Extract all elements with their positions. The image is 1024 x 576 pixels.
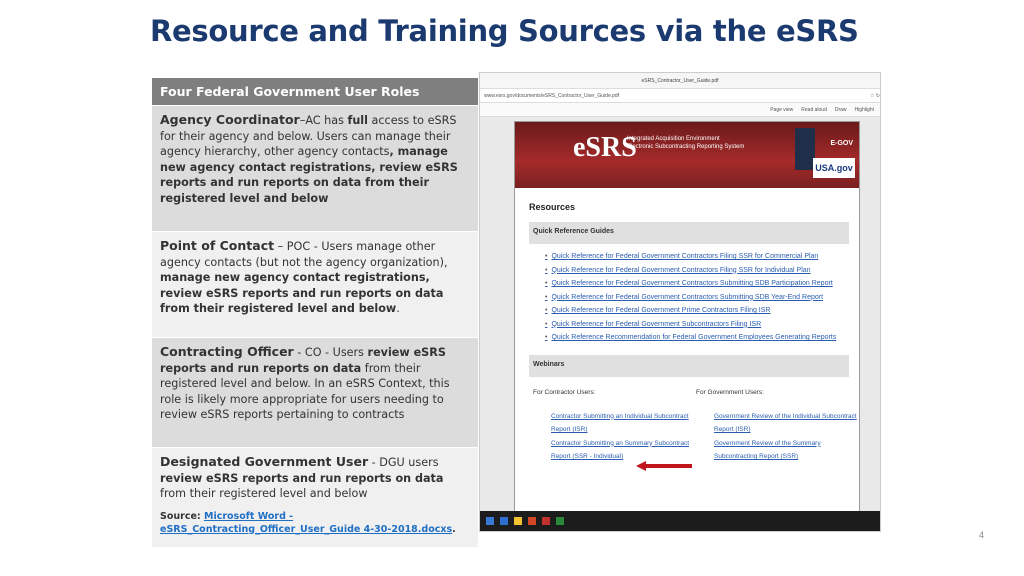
excel-icon[interactable] bbox=[556, 517, 564, 525]
list-item[interactable]: Contractor Submitting an Individual Subcontract Report (ISR) bbox=[551, 412, 689, 433]
role-text: –AC has bbox=[299, 114, 348, 127]
read-aloud-button[interactable]: Read aloud bbox=[801, 106, 827, 113]
list-item[interactable]: Contractor Submitting an Summary Subcontract Report (SSR - Individual) bbox=[551, 439, 690, 460]
list-item[interactable]: • Quick Reference for Federal Government Contractors Filing SSR for Individual Plan bbox=[545, 264, 859, 278]
quick-ref-list bbox=[545, 250, 859, 345]
government-column bbox=[696, 389, 859, 464]
address-bar[interactable] bbox=[480, 89, 880, 103]
role-text: access to eSRS for their agency and below. Users can manage their agency hierarchy, other agency contacts bbox=[160, 114, 457, 158]
star-icon[interactable]: ☆ ↻ bbox=[869, 93, 880, 99]
roles-table bbox=[152, 78, 478, 547]
seal-icon bbox=[795, 128, 815, 170]
edge-icon[interactable] bbox=[500, 517, 508, 525]
role-text-bold: manage new agency contact registrations, review eSRS reports and run reports on data from their registered level and below bbox=[160, 271, 444, 315]
windows-icon[interactable] bbox=[486, 517, 494, 525]
usagov-logo: USA.gov bbox=[813, 158, 855, 178]
government-links bbox=[714, 410, 859, 464]
source-label: Source: bbox=[160, 510, 204, 522]
list-item[interactable]: Government Review of the Summary Subcontracting Report (SSR) bbox=[714, 439, 821, 460]
roles-header: Four Federal Government User Roles bbox=[152, 78, 478, 105]
taskbar bbox=[480, 511, 880, 531]
role-point-of-contact bbox=[152, 231, 478, 337]
page-view-button[interactable]: Page view bbox=[770, 106, 794, 113]
role-text: from their registered level and below bbox=[160, 487, 368, 500]
role-text: . bbox=[396, 302, 400, 315]
resources-title: Resources bbox=[529, 202, 576, 212]
role-agency-coordinator bbox=[152, 105, 478, 231]
banner-tagline: Integrated Acquisition Environment bbox=[627, 136, 720, 142]
role-contracting-officer bbox=[152, 337, 478, 447]
role-text: from their registered level and below. In an eSRS Context, this role is likely more appropriate for users needing to review eSRS reports pertaining to contracts bbox=[160, 361, 450, 421]
red-arrow-icon bbox=[636, 461, 692, 471]
webinars-header: Webinars bbox=[529, 355, 849, 377]
role-text: - DGU users bbox=[368, 456, 439, 469]
slide-title: Resource and Training Sources via the eSRS bbox=[150, 14, 859, 48]
list-item[interactable]: • Quick Reference for Federal Government Contractors Submitting SDB Participation Report bbox=[545, 277, 859, 291]
role-designated-government-user bbox=[152, 447, 478, 547]
role-text: - CO - Users bbox=[293, 346, 368, 359]
role-text-bold: review eSRS reports and run reports on data bbox=[160, 346, 446, 375]
role-name: Contracting Officer bbox=[160, 344, 294, 359]
highlight-button[interactable]: Highlight bbox=[854, 106, 874, 113]
source-link[interactable]: Microsoft Word - eSRS_Contracting_Officer_User_Guide 4-30-2018.docxs bbox=[160, 510, 453, 535]
role-name: Designated Government User bbox=[160, 454, 369, 469]
quick-ref-header: Quick Reference Guides bbox=[529, 222, 849, 244]
powerpoint-icon[interactable] bbox=[528, 517, 536, 525]
pdf-page bbox=[514, 121, 860, 513]
source-citation bbox=[160, 510, 470, 536]
banner-tagline: Electronic Subcontracting Reporting System bbox=[627, 144, 745, 150]
webinar-columns bbox=[515, 389, 859, 464]
esrs-logo: eSRS bbox=[573, 132, 637, 163]
role-text-bold: review eSRS reports and run reports on data bbox=[160, 471, 444, 485]
contractor-column bbox=[533, 389, 696, 464]
list-item[interactable]: • Quick Reference for Federal Government Prime Contractors Filing ISR bbox=[545, 304, 859, 318]
role-text: – POC - Users manage other agency contacts (but not the agency organization), bbox=[160, 240, 448, 269]
list-item[interactable]: • Quick Reference Recommendation for Federal Government Employees Generating Reports bbox=[545, 331, 859, 345]
list-item[interactable]: • Quick Reference for Federal Government Contractors Submitting SDB Year-End Report bbox=[545, 291, 859, 305]
esrs-banner bbox=[515, 122, 859, 188]
acrobat-icon[interactable] bbox=[542, 517, 550, 525]
browser-screenshot bbox=[479, 72, 881, 532]
source-end: . bbox=[452, 523, 456, 535]
list-item[interactable]: • Quick Reference for Federal Government Contractors Filing SSR for Commercial Plan bbox=[545, 250, 859, 264]
government-label: For Government Users: bbox=[696, 388, 764, 396]
role-text-bold: , manage new agency contact registrations, review eSRS reports and run reports on data from their registered level and below bbox=[160, 145, 458, 205]
role-name: Agency Coordinator bbox=[160, 112, 300, 127]
role-text-bold: full bbox=[347, 114, 368, 127]
pdf-toolbar bbox=[480, 103, 880, 117]
page-number: 4 bbox=[978, 530, 984, 540]
draw-button[interactable]: Draw bbox=[834, 106, 847, 113]
list-item[interactable]: Government Review of the Individual Subcontract Report (ISR) bbox=[714, 412, 857, 433]
address-text: www.esrs.gov/documents/eSRS_Contractor_User_Guide.pdf bbox=[484, 93, 620, 99]
contractor-links bbox=[551, 410, 696, 464]
role-name: Point of Contact bbox=[160, 238, 275, 253]
browser-tab[interactable]: eSRS_Contractor_User_Guide.pdf bbox=[480, 73, 880, 89]
contractor-label: For Contractor Users: bbox=[533, 388, 596, 396]
egov-logo: E-GOV bbox=[830, 140, 853, 147]
list-item[interactable]: • Quick Reference for Federal Government Subcontractors Filing ISR bbox=[545, 318, 859, 332]
folder-icon[interactable] bbox=[514, 517, 522, 525]
